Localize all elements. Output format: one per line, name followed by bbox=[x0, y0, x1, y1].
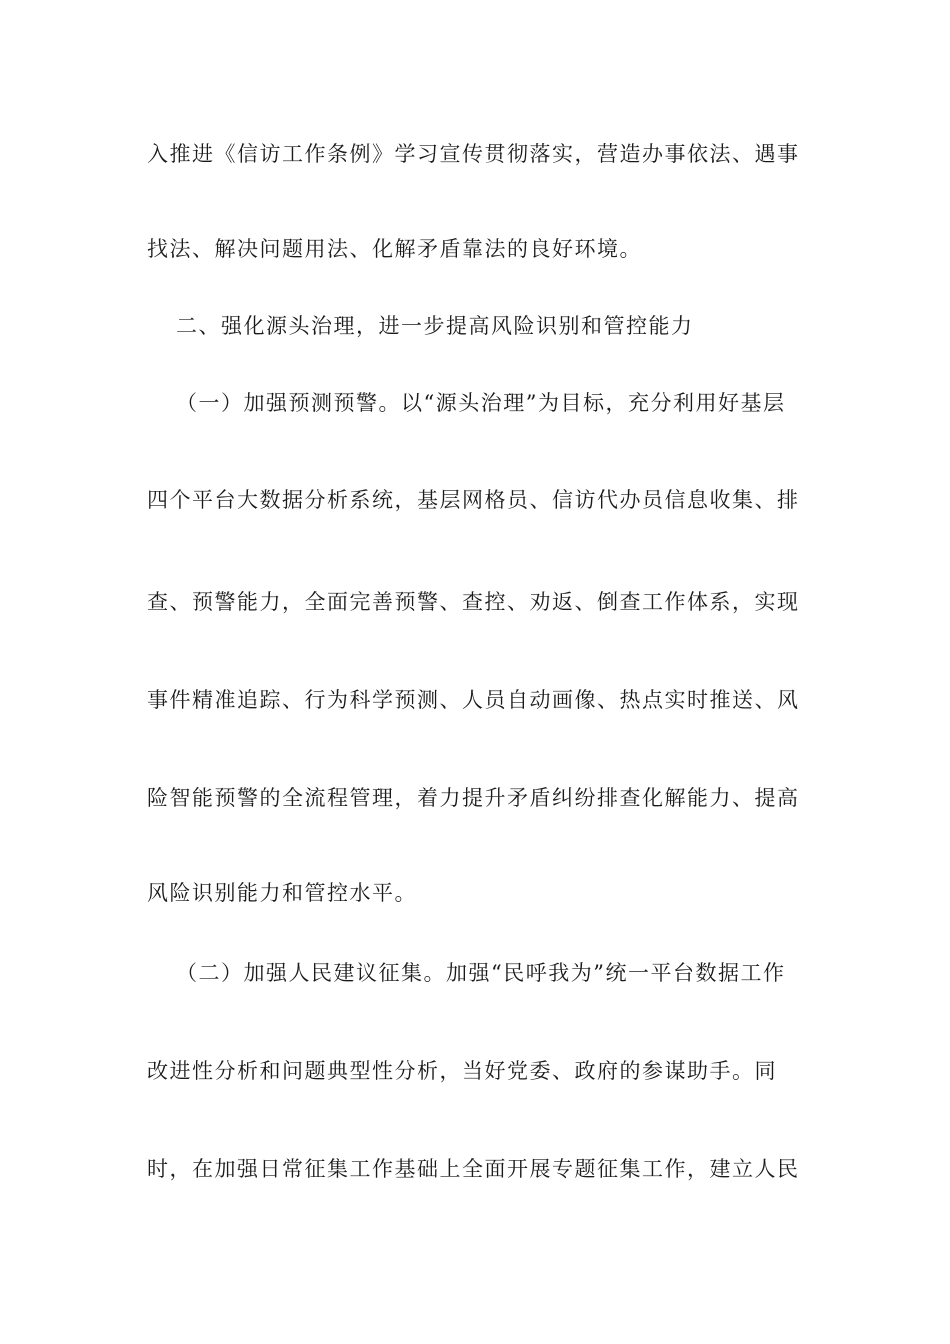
paragraph-line: 事件精准追踪、行为科学预测、人员自动画像、热点实时推送、风 bbox=[147, 688, 800, 712]
paragraph-line: 查、预警能力，全面完善预警、查控、劝返、倒查工作体系，实现 bbox=[147, 590, 800, 614]
paragraph-line: 险智能预警的全流程管理，着力提升矛盾纠纷排查化解能力、提高 bbox=[147, 786, 800, 810]
paragraph-line: 四个平台大数据分析系统，基层网格员、信访代办员信息收集、排 bbox=[147, 488, 800, 512]
paragraph-line: 改进性分析和问题典型性分析，当好党委、政府的参谋助手。同 bbox=[147, 1059, 777, 1083]
paragraph-line: （一）加强预测预警。以“源头治理”为目标，充分利用好基层 bbox=[176, 391, 786, 415]
paragraph-line: 时，在加强日常征集工作基础上全面开展专题征集工作，建立人民 bbox=[147, 1157, 800, 1181]
paragraph-line: 入推进《信访工作条例》学习宣传贯彻落实，营造办事依法、遇事 bbox=[147, 142, 800, 166]
paragraph-line: 找法、解决问题用法、化解矛盾靠法的良好环境。 bbox=[147, 237, 642, 261]
section-heading: 二、强化源头治理，进一步提高风险识别和管控能力 bbox=[176, 314, 694, 338]
paragraph-line: 风险识别能力和管控水平。 bbox=[147, 881, 417, 905]
paragraph-line: （二）加强人民建议征集。加强“民呼我为”统一平台数据工作 bbox=[176, 961, 786, 985]
